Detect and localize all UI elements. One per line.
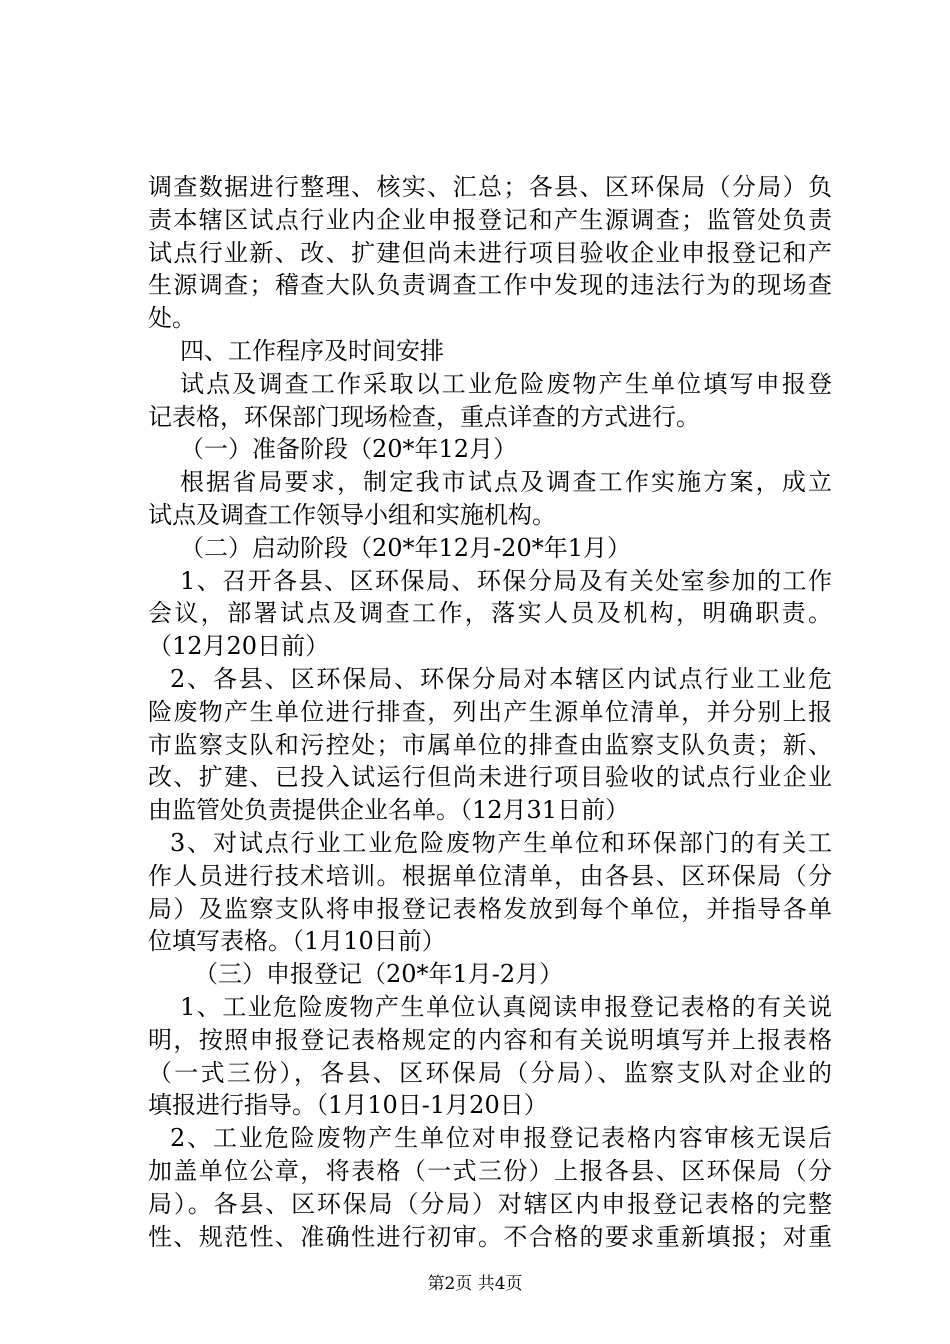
text-line: 试点及调查工作采取以工业危险废物产生单位填写申报登 (180, 369, 832, 398)
text-line: 3、对试点行业工业危险废物产生单位和环保部门的有关工 (170, 828, 832, 857)
text-line: 加盖单位公章，将表格（一式三份）上报各县、区环保局（分 (148, 1156, 832, 1185)
text-line: 生源调查；稽查大队负责调查工作中发现的违法行为的现场查 (148, 271, 832, 300)
text-line: 填报进行指导。（1月10日-1月20日） (148, 1091, 548, 1120)
text-line: （二）启动阶段（20*年12月-20*年1月） (180, 533, 631, 562)
text-line: 由监管处负责提供企业名单。（12月31日前） (148, 796, 630, 825)
text-line: 2、工业危险废物产生单位对申报登记表格内容审核无误后 (170, 1124, 832, 1153)
text-line: 四、工作程序及时间安排 (180, 336, 444, 365)
text-line: 试点及调查工作领导小组和实施机构。 (148, 500, 556, 529)
text-line: 位填写表格。（1月10日前） (148, 927, 446, 956)
text-line: 明，按照申报登记表格规定的内容和有关说明填写并上报表格 (148, 1025, 832, 1054)
text-line: 1、工业危险废物产生单位认真阅读申报登记表格的有关说 (180, 992, 832, 1021)
text-line: 记表格，环保部门现场检查，重点详查的方式进行。 (148, 402, 700, 431)
text-line: 市监察支队和污控处；市属单位的排查由监察支队负责；新、 (148, 730, 832, 759)
text-line: 险废物产生单位进行排查，列出产生源单位清单，并分别上报 (148, 697, 832, 726)
text-line: 作人员进行技术培训。根据单位清单，由各县、区环保局（分 (148, 861, 832, 890)
text-line: 局）。各县、区环保局（分局）对辖区内申报登记表格的完整 (148, 1189, 832, 1218)
text-line: 试点行业新、改、扩建但尚未进行项目验收企业申报登记和产 (148, 238, 832, 267)
text-line: （12月20日前） (148, 632, 330, 661)
text-line: 1、召开各县、区环保局、环保分局及有关处室参加的工作 (180, 566, 832, 595)
text-line: （一）准备阶段（20*年12月） (180, 435, 518, 464)
text-line: 处。 (148, 304, 196, 333)
text-line: 改、扩建、已投入试运行但尚未进行项目验收的试点行业企业 (148, 763, 832, 792)
text-line: 调查数据进行整理、核实、汇总；各县、区环保局（分局）负 (148, 173, 832, 201)
text-line: 根据省局要求，制定我市试点及调查工作实施方案，成立 (180, 468, 832, 497)
text-line: 2、各县、区环保局、环保分局对本辖区内试点行业工业危 (170, 664, 832, 693)
text-line: （三）申报登记（20*年1月-2月） (194, 960, 564, 989)
text-line: （一式三份），各县、区环保局（分局）、监察支队对企业的 (148, 1058, 832, 1087)
text-line: 会议，部署试点及调查工作，落实人员及机构，明确职责。 (148, 599, 832, 628)
text-line: 责本辖区试点行业内企业申报登记和产生源调查；监管处负责 (148, 205, 832, 234)
text-line: 局）及监察支队将申报登记表格发放到每个单位，并指导各单 (148, 894, 832, 923)
document-body (148, 171, 832, 1253)
text-line: 性、规范性、准确性进行初审。不合格的要求重新填报；对重 (148, 1222, 832, 1251)
page-footer: 第2页 共4页 (427, 1274, 523, 1294)
